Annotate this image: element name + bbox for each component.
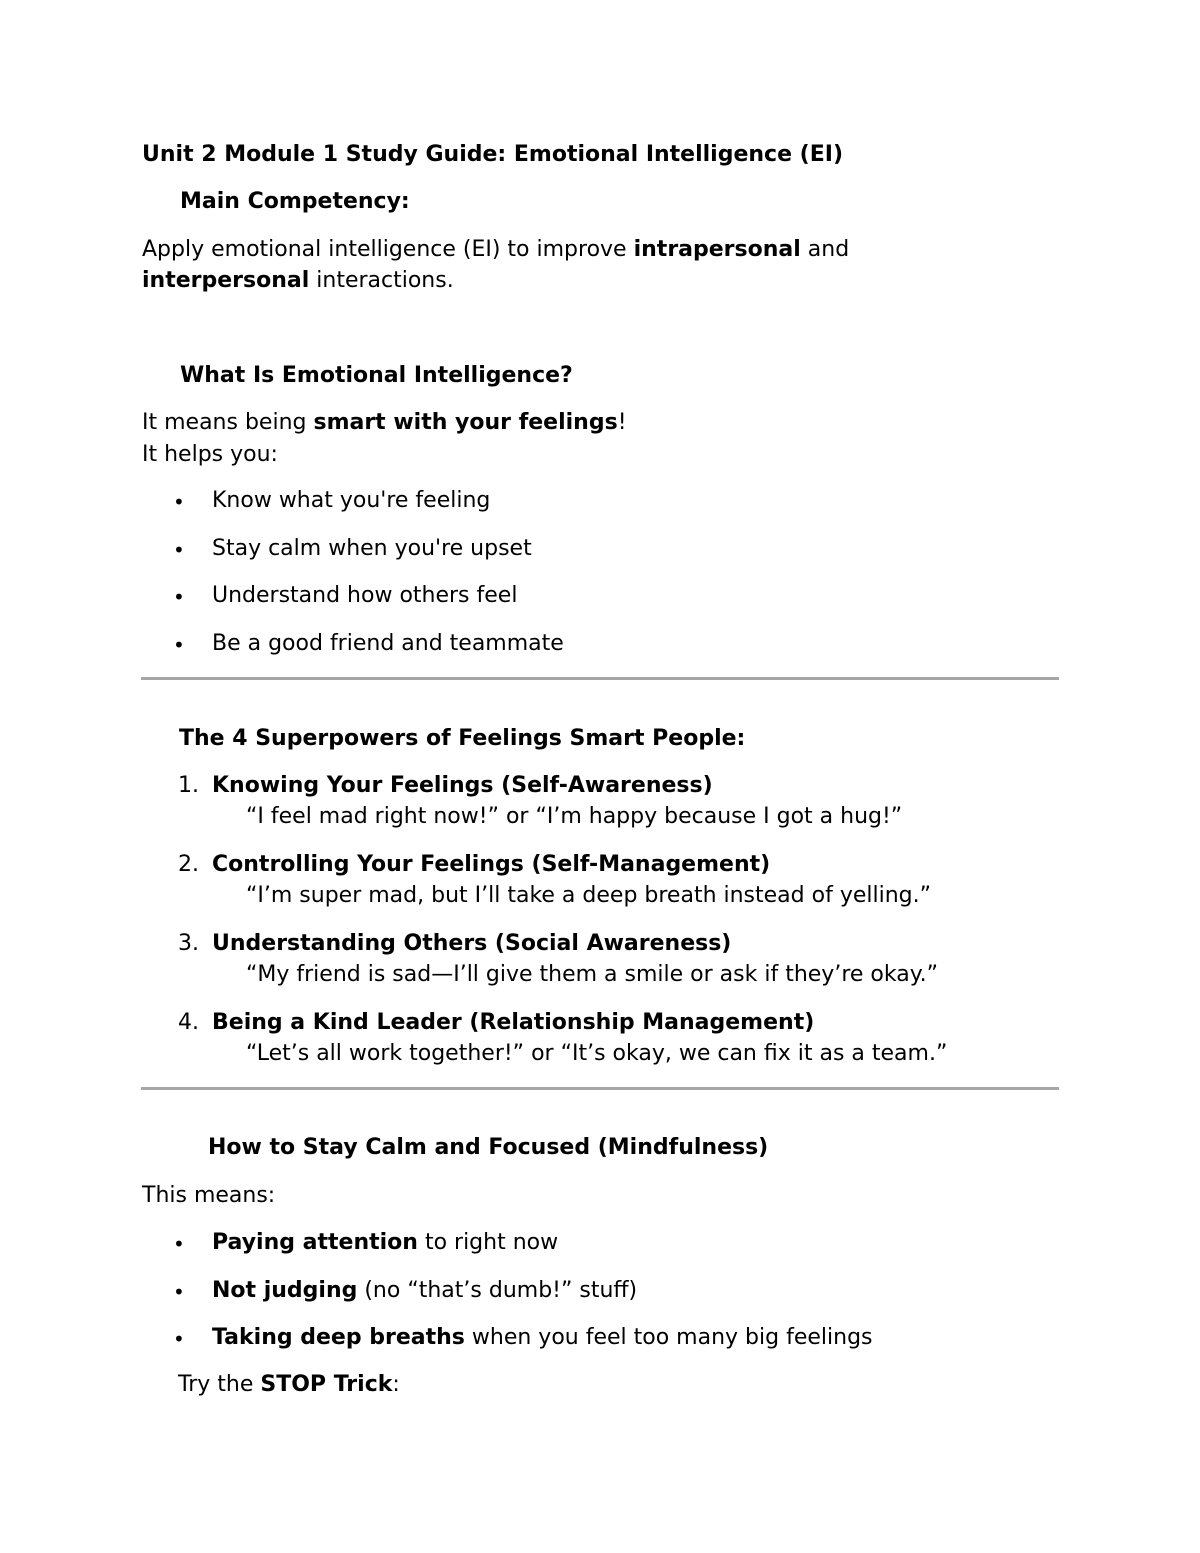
text-span: : <box>392 1372 400 1397</box>
superpowers-heading: The 4 Superpowers of Feelings Smart People: <box>179 726 746 751</box>
list-item: Understand how others feel <box>212 583 518 608</box>
list-item <box>212 1275 637 1307</box>
bold-text-span: smart with your feelings <box>313 410 618 435</box>
what-is-ei-heading: What Is Emotional Intelligence? <box>180 363 573 388</box>
text-span: when you feel too many big feelings <box>464 1325 873 1350</box>
superpower-quote: “I feel mad right now!” or “I’m happy because I got a hug!” <box>246 804 903 829</box>
bold-text-span: Paying attention <box>212 1230 418 1255</box>
bullet-icon: • <box>173 585 185 609</box>
text-span: Apply emotional intelligence (EI) to improve <box>142 237 634 262</box>
main-competency-line-2 <box>142 265 454 297</box>
what-is-ei-line-1 <box>142 407 627 439</box>
list-item <box>212 1227 558 1259</box>
list-number: 3. <box>178 931 199 956</box>
bold-text-span: intrapersonal <box>633 237 801 262</box>
text-span: and <box>800 237 850 262</box>
bold-text-span: interpersonal <box>142 268 310 293</box>
what-is-ei-line-2: It helps you: <box>142 442 278 467</box>
bullet-icon: • <box>173 633 185 657</box>
text-span: to right now <box>417 1230 559 1255</box>
mindfulness-intro: This means: <box>142 1183 276 1208</box>
text-span: ! <box>617 410 627 435</box>
list-number: 1. <box>178 773 199 798</box>
bullet-icon: • <box>173 490 185 514</box>
superpower-quote: “Let’s all work together!” or “It’s okay, we can fix it as a team.” <box>246 1041 948 1066</box>
superpower-title: Being a Kind Leader (Relationship Management) <box>212 1010 815 1035</box>
list-item: Stay calm when you're upset <box>212 536 532 561</box>
bold-text-span: Not judging <box>212 1278 358 1303</box>
superpower-title: Understanding Others (Social Awareness) <box>212 931 732 956</box>
horizontal-divider <box>141 677 1059 680</box>
text-span: Try the <box>178 1372 261 1397</box>
bullet-icon: • <box>173 538 185 562</box>
text-span: It means being <box>142 410 314 435</box>
text-span: interactions. <box>309 268 454 293</box>
document-title: Unit 2 Module 1 Study Guide: Emotional Intelligence (EI) <box>142 142 844 167</box>
bullet-icon: • <box>173 1327 185 1351</box>
list-item <box>212 1322 873 1354</box>
bullet-icon: • <box>173 1232 185 1256</box>
text-span: (no “that’s dumb!” stuff) <box>357 1278 638 1303</box>
list-item: Be a good friend and teammate <box>212 631 564 656</box>
list-item: Know what you're feeling <box>212 488 491 513</box>
superpower-title: Knowing Your Feelings (Self-Awareness) <box>212 773 713 798</box>
list-number: 4. <box>178 1010 199 1035</box>
bold-text-span: Taking deep breaths <box>212 1325 465 1350</box>
main-competency-line-1 <box>142 234 849 266</box>
superpower-quote: “My friend is sad—I’ll give them a smile or ask if they’re okay.” <box>246 962 938 987</box>
bold-text-span: STOP Trick <box>260 1372 393 1397</box>
list-number: 2. <box>178 852 199 877</box>
mindfulness-heading: How to Stay Calm and Focused (Mindfulness) <box>208 1135 769 1160</box>
superpower-quote: “I’m super mad, but I’ll take a deep breath instead of yelling.” <box>246 883 932 908</box>
superpower-title: Controlling Your Feelings (Self-Management) <box>212 852 771 877</box>
stop-trick-line <box>178 1369 400 1401</box>
main-competency-heading: Main Competency: <box>180 189 410 214</box>
horizontal-divider <box>141 1087 1059 1090</box>
bullet-icon: • <box>173 1280 185 1304</box>
